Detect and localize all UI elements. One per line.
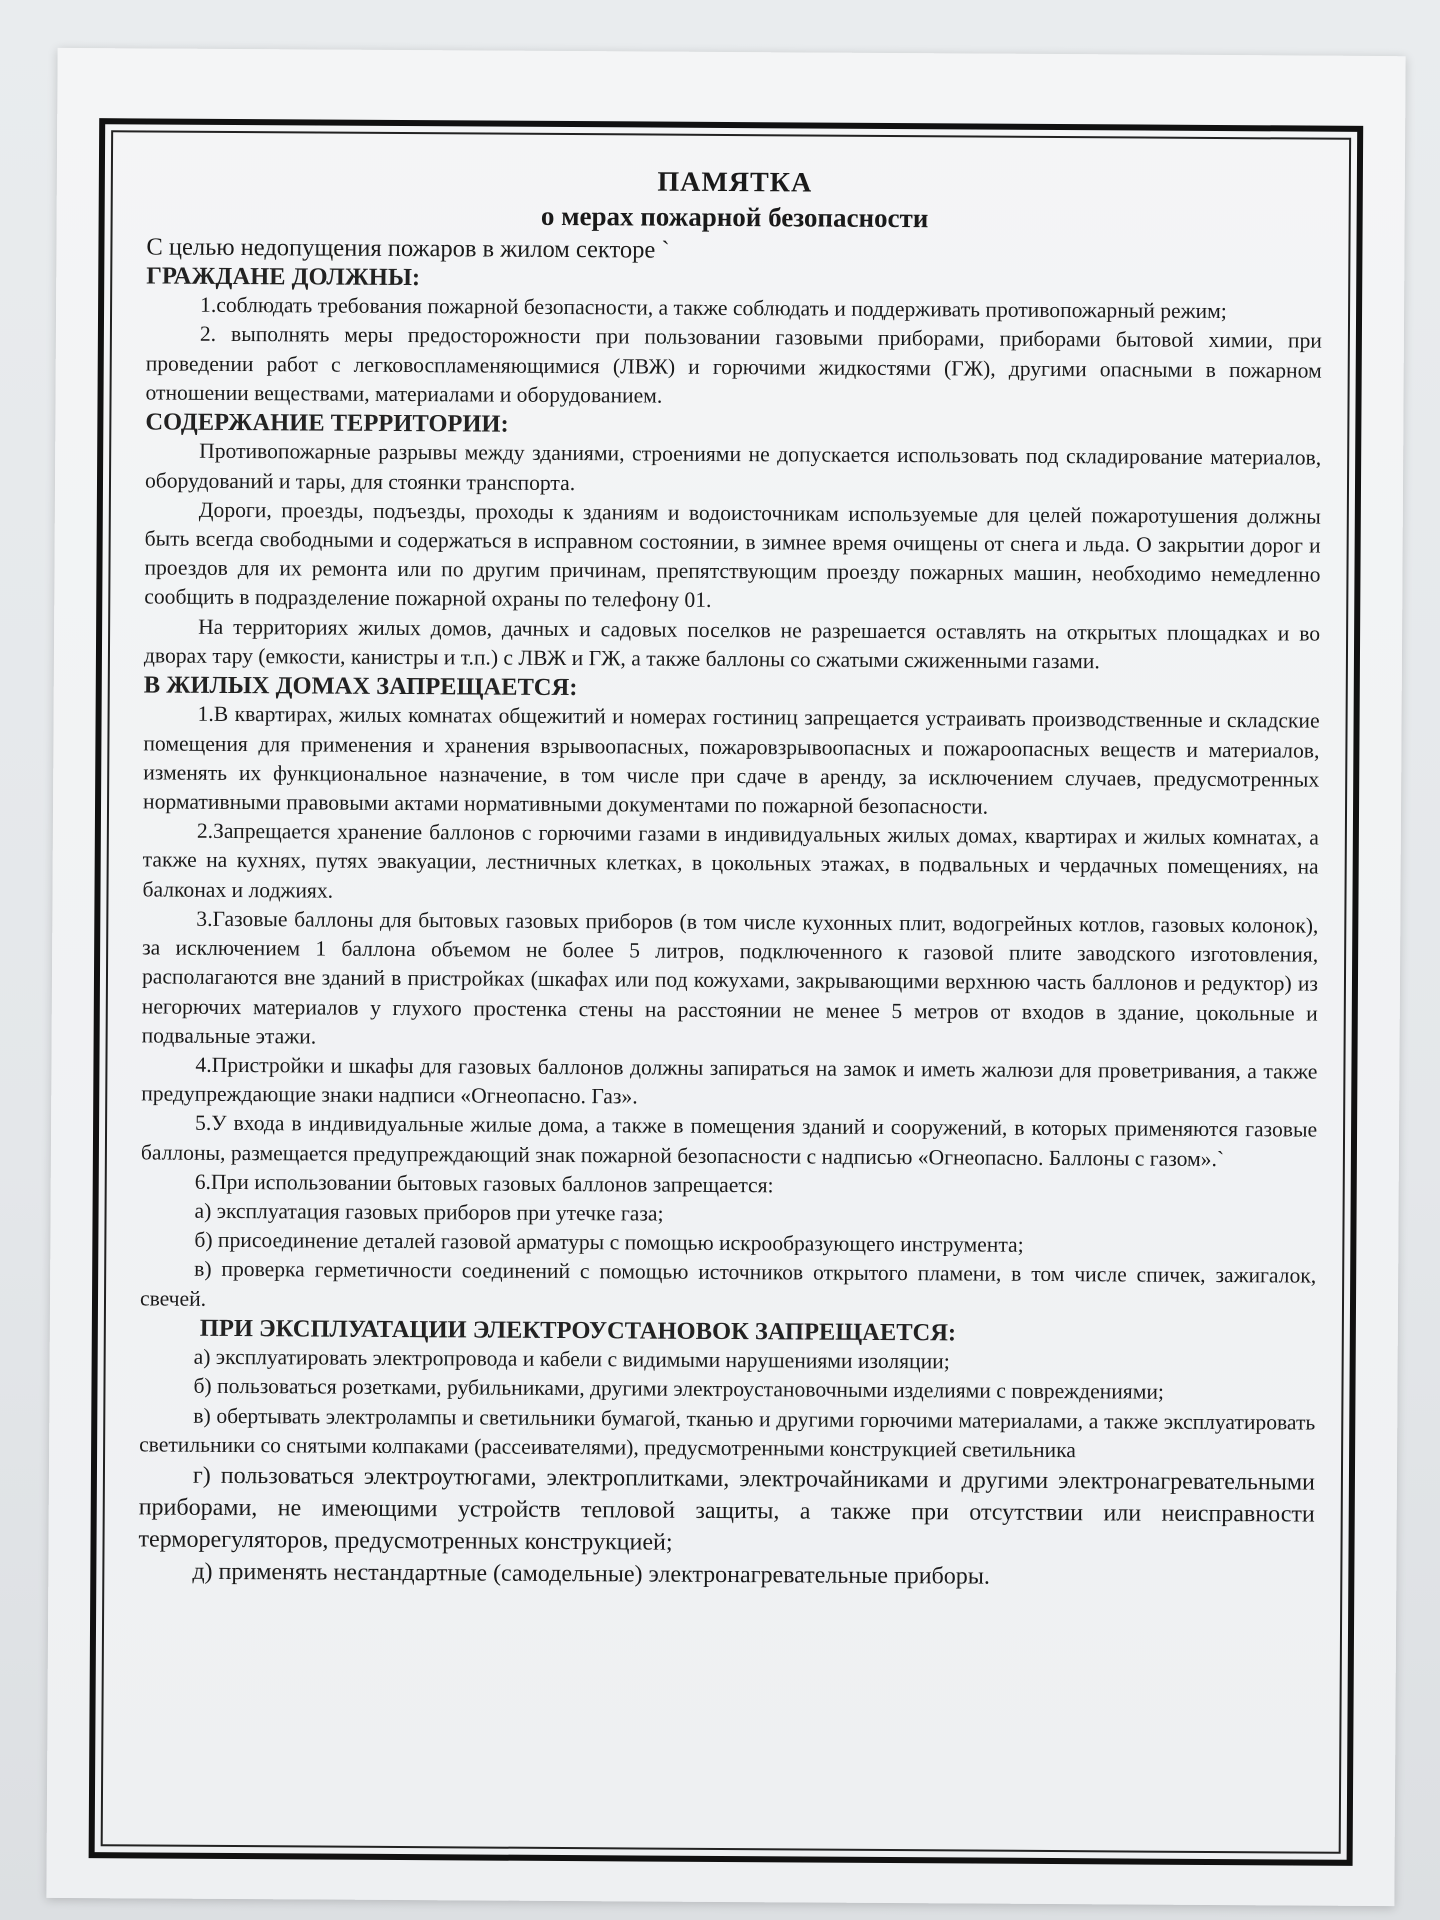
- section-heading-electrical: ПРИ ЭКСПЛУАТАЦИИ ЭЛЕКТРОУСТАНОВОК ЗАПРЕЩАЕТСЯ:: [199, 1314, 957, 1347]
- section-heading-territory: СОДЕРЖАНИЕ ТЕРРИТОРИИ:: [145, 408, 509, 438]
- document-body: [101, 130, 1351, 1854]
- list-item: г) пользоваться электроутюгами, электроплитками, электрочайниками и другими электронагревательными приборами, не имеющими устройств тепловой защиты, а также при отсутствии или неисправности терморегуляторов, предусмотренных конструкцией;: [138, 1462, 1316, 1556]
- list-item: а) эксплуатация газовых приборов при утечке газа;: [194, 1198, 664, 1226]
- paragraph: 2. выполнять меры предосторожности при пользовании газовыми приборами, приборами бытовой химии, при проведении работ с легковоспламеняющимися (ЛВЖ) и горючими жидкостями (ГЖ), другими опасными в пожарном отношении веществами, материалами и оборудованием.: [145, 322, 1322, 408]
- paragraph: 4.Пристройки и шкафы для газовых баллонов должны запираться на замок и иметь жалюзи для проветривания, а также предупреждающие знаки надписи «Огнеопасно. Газ».: [141, 1052, 1318, 1109]
- list-item: б) присоединение деталей газовой арматуры с помощью искрообразующего инструмента;: [194, 1227, 1024, 1257]
- document-border: [89, 118, 1364, 1866]
- paragraph: 2.Запрещается хранение баллонов с горючими газами в индивидуальных жилых домах, квартирах и жилых комнатах, а также на кухнях, путях эвакуации, лестничных клетках, в цокольных этажах, в подвальных и чердачных помещениях, на балконах и лоджиях.: [142, 819, 1319, 903]
- paragraph: Дороги, проезды, подъезды, проходы к зданиям и водоисточникам используемые для целей пожаротушения должны быть всегда свободными и содержаться в исправном состоянии, в зимнее время очищены от снега и льда. О закрытии дорог и проездов для их ремонта или по другим причинам, препятствующим проезду пожарных машин, необходимо немедленно сообщить в подразделение пожарной охраны по телефону 01.: [144, 497, 1321, 613]
- section-heading-citizens: ГРАЖДАНЕ ДОЛЖНЫ:: [146, 262, 421, 291]
- document-subtitle: о мерах пожарной безопасности: [540, 200, 929, 233]
- section-heading-houses: В ЖИЛЫХ ДОМАХ ЗАПРЕЩАЕТСЯ:: [143, 671, 578, 702]
- list-item: а) эксплуатировать электропровода и кабели с видимыми нарушениями изоляции;: [193, 1344, 950, 1374]
- list-item: в) проверка герметичности соединений с помощью источников открытого пламени, в том числе спичек, зажигалок, свечей.: [139, 1257, 1317, 1311]
- paragraph: 3.Газовые баллоны для бытовых газовых приборов (в том числе кухонных плит, водогрейных котлов, газовых колонок), за исключением 1 баллона объемом не более 5 литров, подключенного к газовой плите заводского изготовления, располагаются вне зданий в пристройках (шкафах или под кожухами, закрывающими верхнюю часть баллонов и редуктор) из негорючих материалов у глухого простенка стены на расстоянии не менее 5 метров от входов в здание, цокольные и подвальные этажи.: [141, 906, 1319, 1049]
- paragraph: На территориях жилых домов, дачных и садовых поселков не разрешается оставлять на открытых площадках и во дворах тару (емкости, канистры и т.п.) с ЛВЖ и ГЖ, а также баллоны со сжатыми сжиженными газами.: [143, 614, 1321, 674]
- paragraph: 6.При использовании бытовых газовых баллонов запрещается:: [194, 1169, 774, 1198]
- list-item: б) пользоваться розетками, рубильниками, другими электроустановочными изделиями с повреждениями;: [193, 1374, 1165, 1405]
- paragraph: 1.соблюдать требования пожарной безопасности, а также соблюдать и поддерживать противопожарный режим;: [200, 293, 1227, 324]
- paragraph: 1.В квартирах, жилых комнатах общежитий и номерах гостиниц запрещается устраивать производственные и складские помещения для применения и хранения взрывоопасных, пожаровзрывоопасных и пожароопасных веществ и материалов, изменять их функциональное назначение, в том числе при сдаче в аренду, за исключением случаев, предусмотренных нормативными правовыми актами нормативными документами по пожарной безопасности.: [142, 702, 1320, 819]
- paragraph: 5.У входа в индивидуальные жилые дома, а также в помещения зданий и сооружений, в которых применяются газовые баллоны, размещается предупреждающий знак пожарной безопасности с надписью «Огнеопасно. Баллоны с газом».`: [140, 1111, 1318, 1171]
- paragraph: Противопожарные разрывы между зданиями, строениями не допускается использовать под складирование материалов, оборудований и тары, для стоянки транспорта.: [144, 439, 1322, 495]
- intro-line: С целью недопущения пожаров в жилом секторе `: [146, 233, 670, 264]
- list-item: в) обертывать электролампы и светильники бумагой, тканью и другими горючими материалами, а также эксплуатировать светильники со снятыми колпаками (рассеивателями), предусмотренными конструкцией светильника: [139, 1403, 1316, 1462]
- document-title: ПАМЯТКА: [657, 166, 813, 199]
- paper-sheet: [46, 48, 1405, 1906]
- list-item: д) применять нестандартные (самодельные) электронагревательные приборы.: [192, 1558, 991, 1590]
